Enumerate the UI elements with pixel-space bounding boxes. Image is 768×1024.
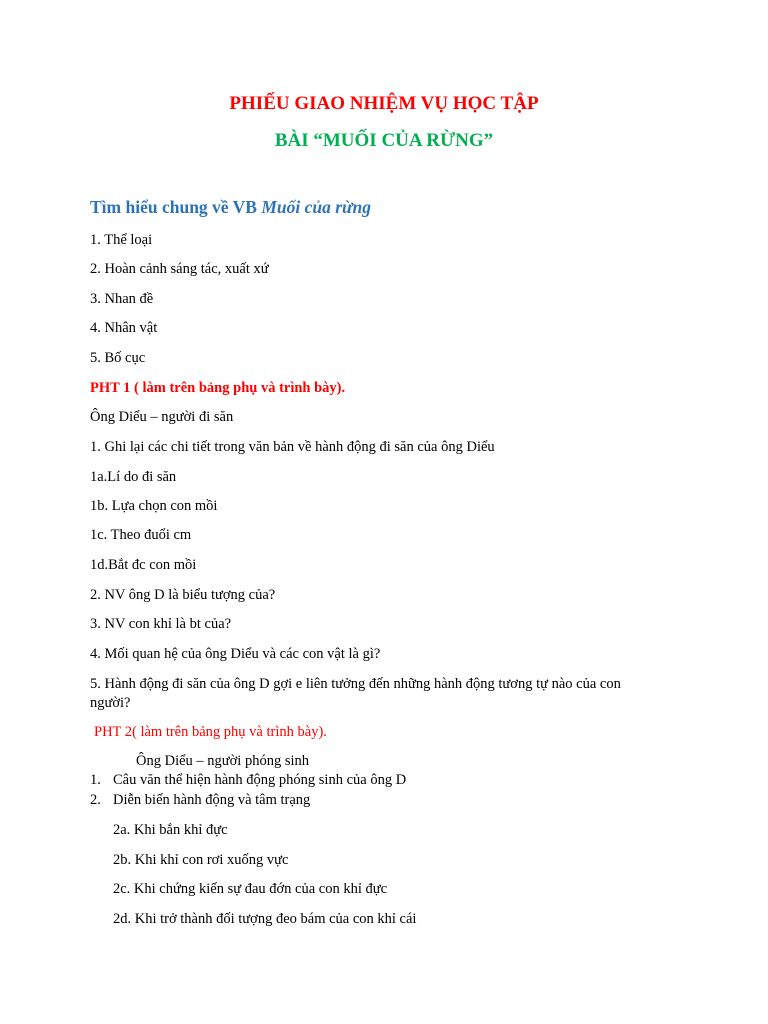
section-item: 3. Nhan đề xyxy=(90,291,154,307)
pht2-list-item xyxy=(90,791,310,810)
pht2-subitem: 2b. Khi khỉ con rơi xuống vực xyxy=(113,852,289,868)
pht2-list-item xyxy=(90,771,406,790)
pht1-line: 2. NV ông D là biểu tượng của? xyxy=(90,587,276,603)
pht1-heading: PHT 1 ( làm trên bảng phụ và trình bày). xyxy=(90,380,346,396)
pht2-subitem: 2d. Khi trở thành đối tượng đeo bám của con khỉ cái xyxy=(113,911,417,927)
pht2-subitem: 2c. Khi chứng kiến sự đau đớn của con khỉ đực xyxy=(113,881,388,897)
section-heading-italic: Muối của rừng xyxy=(261,197,371,217)
section-item: 4. Nhân vật xyxy=(90,320,158,336)
section-heading-prefix: Tìm hiểu chung về VB xyxy=(90,197,262,217)
pht1-line: 4. Mối quan hệ của ông Diểu và các con vật là gì? xyxy=(90,646,381,662)
pht2-list-text: Diễn biến hành động và tâm trạng xyxy=(113,792,311,808)
section-item: 2. Hoàn cảnh sáng tác, xuất xứ xyxy=(90,261,269,277)
pht1-subtitle: Ông Diểu – người đi săn xyxy=(90,409,234,425)
pht2-subitem: 2a. Khi bắn khỉ đực xyxy=(113,822,228,838)
pht2-heading: PHT 2( làm trên bảng phụ và trình bày). xyxy=(94,724,327,740)
pht2-list-number: 1. xyxy=(90,772,101,788)
pht1-line: 3. NV con khỉ là bt của? xyxy=(90,616,232,632)
section-heading xyxy=(90,197,371,218)
pht1-line: 1b. Lựa chọn con mồi xyxy=(90,498,218,514)
section-item: 1. Thể loại xyxy=(90,232,153,248)
document-subtitle: BÀI “MUỐI CỦA RỪNG” xyxy=(274,130,494,151)
document-title: PHIẾU GIAO NHIỆM VỤ HỌC TẬP xyxy=(229,93,539,114)
pht1-line: 1. Ghi lại các chi tiết trong văn bản về hành động đi săn của ông Diểu xyxy=(90,439,495,455)
pht1-line: 1c. Theo đuổi cm xyxy=(90,527,192,543)
section-item: 5. Bố cục xyxy=(90,350,146,366)
pht1-line: 1d.Bắt đc con mồi xyxy=(90,557,197,573)
pht1-line: 1a.Lí do đi săn xyxy=(90,469,177,485)
pht2-list-text: Câu văn thể hiện hành động phóng sinh của ông D xyxy=(113,772,407,788)
pht2-subtitle: Ông Diểu – người phóng sinh xyxy=(136,753,310,769)
pht1-line: 5. Hành động đi săn của ông D gợi e liên tưởng đến những hành động tương tự nào của con người? xyxy=(90,676,621,711)
pht2-list-number: 2. xyxy=(90,792,101,808)
